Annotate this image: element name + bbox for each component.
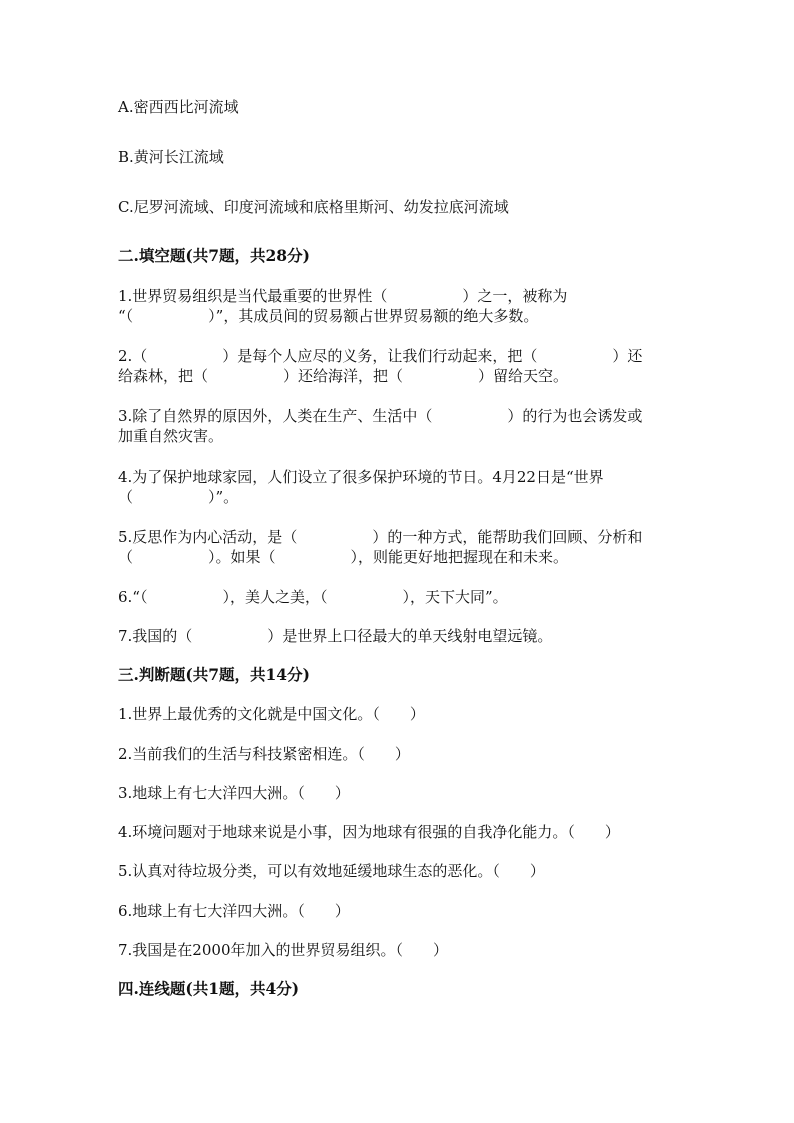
section-heading-judgement: 三.判断题(共7题，共14分) bbox=[118, 665, 310, 684]
fill-question-3-line-1: 3.除了自然界的原因外，人类在生产、生活中（ ）的行为也会诱发或 bbox=[118, 407, 643, 425]
fill-question-3-line-2: 加重自然灾害。 bbox=[118, 427, 224, 445]
option-b: B.黄河长江流域 bbox=[118, 148, 224, 166]
fill-question-6: 6.“（ ），美人之美，（ ），天下大同”。 bbox=[118, 588, 508, 606]
option-a: A.密西西比河流域 bbox=[118, 98, 239, 116]
fill-question-4-line-1: 4.为了保护地球家园，人们设立了很多保护环境的节日。4月22日是“世界 bbox=[118, 468, 604, 486]
fill-question-5-line-1: 5.反思作为内心活动，是（ ）的一种方式，能帮助我们回顾、分析和 bbox=[118, 528, 643, 546]
judge-question-1: 1.世界上最优秀的文化就是中国文化。（ ） bbox=[118, 705, 425, 723]
fill-question-4-line-2: （ ）”。 bbox=[118, 488, 239, 506]
judge-question-4: 4.环境问题对于地球来说是小事，因为地球有很强的自我净化能力。（ ） bbox=[118, 823, 620, 841]
section-heading-fill-in: 二.填空题(共7题，共28分) bbox=[118, 246, 310, 265]
judge-question-2: 2.当前我们的生活与科技紧密相连。（ ） bbox=[118, 745, 410, 763]
fill-question-5-line-2: （ ）。如果（ ），则能更好地把握现在和未来。 bbox=[118, 548, 569, 566]
judge-question-6: 6.地球上有七大洋四大洲。（ ） bbox=[118, 902, 350, 920]
option-c: C.尼罗河流域、印度河流域和底格里斯河、幼发拉底河流域 bbox=[118, 198, 509, 216]
fill-question-1-line-1: 1.世界贸易组织是当代最重要的世界性（ ）之一，被称为 bbox=[118, 287, 568, 305]
section-heading-matching: 四.连线题(共1题，共4分) bbox=[118, 979, 300, 998]
fill-question-7: 7.我国的（ ）是世界上口径最大的单天线射电望远镜。 bbox=[118, 627, 553, 645]
fill-question-2-line-2: 给森林，把（ ）还给海洋，把（ ）留给天空。 bbox=[118, 367, 569, 385]
fill-question-2-line-1: 2.（ ）是每个人应尽的义务，让我们行动起来，把（ ）还 bbox=[118, 347, 643, 365]
judge-question-7: 7.我国是在2000年加入的世界贸易组织。（ ） bbox=[118, 941, 448, 959]
fill-question-1-line-2: “（ ）”，其成员间的贸易额占世界贸易额的绝大多数。 bbox=[118, 307, 539, 325]
judge-question-3: 3.地球上有七大洋四大洲。（ ） bbox=[118, 784, 350, 802]
judge-question-5: 5.认真对待垃圾分类，可以有效地延缓地球生态的恶化。（ ） bbox=[118, 862, 545, 880]
